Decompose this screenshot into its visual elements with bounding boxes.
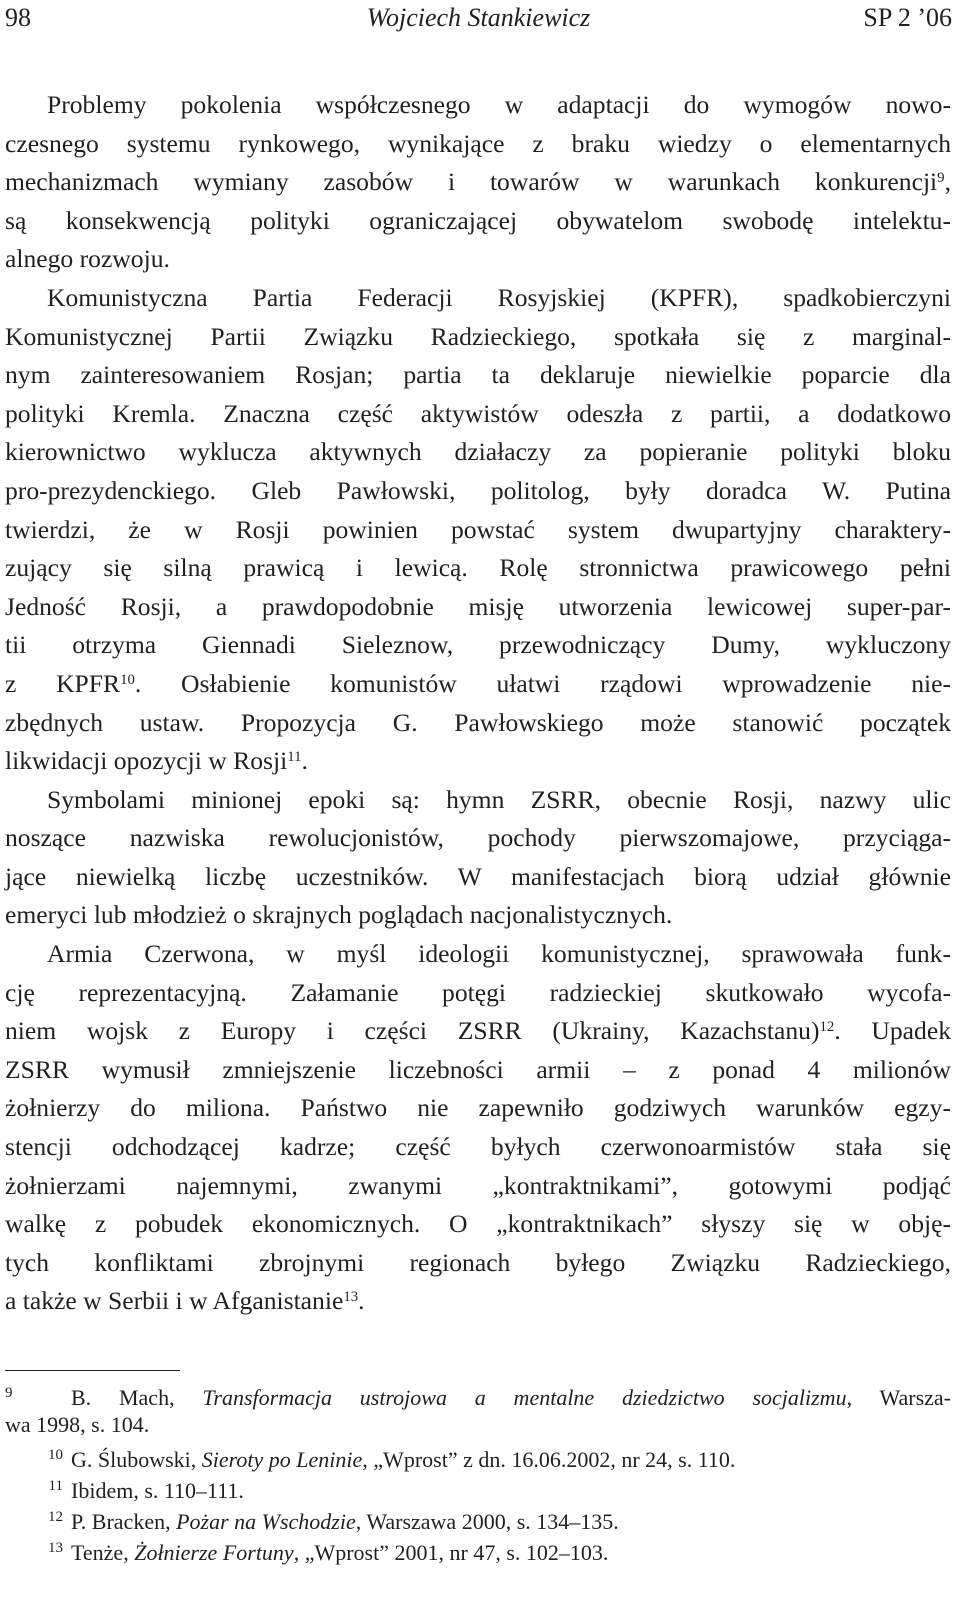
footnote-number: 13 [48,1540,63,1556]
text-line [5,665,951,704]
footnote-text-tail: , „Wprost” 2001, nr 47, s. 102–103. [293,1540,609,1565]
footnotes [5,1378,951,1564]
footnote-number: 11 [48,1478,63,1494]
text-line [5,433,951,472]
text-line [5,588,951,627]
footnote [5,1440,951,1471]
text-line [5,1051,951,1090]
footnote-title: Sieroty po Leninie [201,1447,363,1472]
footnote-title: Żołnierze Fortuny [134,1540,294,1565]
text-line-content: żołnierzami najemnymi, zwanymi „kontraktnikami”, gotowymi podjąć [5,1170,951,1200]
text-line-content: a także w Serbii i w Afganistanie [5,1286,344,1316]
text-line [5,1089,951,1128]
text-line-content: polityki Kremla. Znaczna część aktywistów odeszła z partii, a dodatkowo [5,398,951,428]
text-line [5,472,951,511]
text-line-content: zbędnych ustaw. Propozycja G. Pawłowskiego może stanowić początek [5,707,951,737]
text-line-content: kierownictwo wyklucza aktywnych działaczy za popieranie polityki bloku [5,437,951,467]
text-line [5,86,951,125]
text-line-content: Komunistyczna Partia Federacji Rosyjskiej (KPFR), spadkobierczyni [47,282,951,312]
text-line-tail: . Osłabienie komunistów ułatwi rządowi wprowadzenie nie- [134,668,951,698]
text-line-content: czesnego systemu rynkowego, wynikające z braku wiedzy o elementarnych [5,128,951,158]
text-line-content: tii otrzyma Giennadi Sieleznow, przewodniczący Dumy, wykluczony [5,630,951,660]
text-line [5,742,951,781]
footnote-reference: 13 [343,1289,359,1306]
footnote-text: Tenże, [71,1540,135,1565]
footnote-text: wa 1998, s. 104. [5,1412,150,1437]
text-line-content: stencji odchodzącej kadrze; część byłych czerwonoarmistów stała się [5,1132,951,1162]
text-line [5,1012,951,1051]
footnote-reference: 10 [120,671,135,688]
footnote-text: B. Mach, [71,1385,203,1410]
text-line-content: pro-prezydenckiego. Gleb Pawłowski, politolog, były doradca W. Putina [5,475,951,505]
text-line-tail: , [944,167,951,197]
text-line-tail: . Upadek [834,1016,951,1046]
footnote-number: 12 [48,1509,63,1525]
text-line-content: są konsekwencją polityki ograniczającej obywatelom swobodę intelektu- [5,205,951,235]
text-line [5,318,951,357]
text-line [5,704,951,743]
footnote-text-tail: , Warszawa 2000, s. 134–135. [355,1509,619,1534]
footnote-reference: 9 [937,170,945,187]
text-line-content: twierdzi, że w Rosji powinien powstać system dwupartyjny charaktery- [5,514,951,544]
text-line [5,356,951,395]
footnote-continuation [5,1409,951,1440]
text-line-content: Komunistycznej Partii Związku Radzieckiego, spotkała się z marginal- [5,321,951,351]
text-line [5,395,951,434]
text-line-content: Jedność Rosji, a prawdopodobnie misję utworzenia lewicowej super-par- [5,591,951,621]
text-line [5,1205,951,1244]
text-line-content: alnego rozwoju. [5,244,170,274]
text-line [5,781,951,820]
main-text [5,86,951,1321]
text-line [5,202,951,241]
text-line [5,279,951,318]
text-line [5,974,951,1013]
text-line [5,125,951,164]
text-line-content: Armia Czerwona, w myśl ideologii komunistycznej, sprawowała funk- [47,939,951,969]
text-line-content: żołnierzy do miliona. Państwo nie zapewniło godziwych warunków egzy- [5,1093,951,1123]
text-line-content: ZSRR wymusił zmniejszenie liczebności armii – z ponad 4 milionów [5,1054,951,1084]
text-line [5,1167,951,1206]
text-line [5,511,951,550]
text-line [5,935,951,974]
text-line-content: walkę z pobudek ekonomicznych. O „kontraktnikach” słyszy się w obję- [5,1209,951,1239]
footnote-number: 10 [48,1447,63,1463]
text-line-content: likwidacji opozycji w Rosji [5,746,288,776]
text-line-content: jące niewielką liczbę uczestników. W manifestacjach biorą udział głównie [5,861,951,891]
text-line [5,549,951,588]
running-head-author: Wojciech Stankiewicz [366,3,591,32]
footnote-text: P. Bracken, [71,1509,177,1534]
text-line [5,163,951,202]
text-line [5,1128,951,1167]
text-line-content: nym zainteresowaniem Rosjan; partia ta deklaruje niewielkie poparcie dla [5,360,951,390]
footnote-text-tail: , Warsza- [846,1385,951,1410]
text-line [5,1244,951,1283]
text-line [5,896,951,935]
text-line-content: noszące nazwiska rewolucjonistów, pochody pierwszomajowe, przyciąga- [5,823,951,853]
footnote-text-tail: , „Wprost” z dn. 16.06.2002, nr 24, s. 110. [362,1447,736,1472]
text-line-content: mechanizmach wymiany zasobów i towarów w warunkach konkurencji [5,167,938,197]
text-line [5,819,951,858]
footnote-title: Transformacja ustrojowa a mentalne dziedzictwo socjalizmu [202,1385,847,1410]
text-line [5,858,951,897]
footnote [5,1533,951,1564]
footnote-reference: 12 [819,1019,835,1036]
text-line-tail: . [301,746,308,776]
text-line-content: cję reprezentacyjną. Załamanie potęgi radzieckiej skutkowało wycofa- [5,977,951,1007]
running-head-journal: SP 2 ’06 [863,3,952,32]
footnote [5,1378,951,1409]
footnote-separator [5,1370,180,1371]
text-line-tail: . [358,1286,365,1316]
page-number: 98 [5,3,31,32]
text-line-content: Problemy pokolenia współczesnego w adaptacji do wymogów nowo- [47,90,951,119]
text-line-content: emeryci lub młodzież o skrajnych poglądach nacjonalistycznych. [5,900,673,930]
text-line [5,1282,951,1321]
text-line-content: niem wojsk z Europy i części ZSRR (Ukrainy, Kazachstanu) [5,1016,820,1046]
text-line [5,240,951,279]
text-line-content: Symbolami minionej epoki są: hymn ZSRR, obecnie Rosji, nazwy ulic [47,784,951,814]
text-line [5,626,951,665]
footnote-number: 9 [5,1385,13,1401]
footnote-text: Ibidem, s. 110–111. [71,1478,244,1503]
footnote [5,1471,951,1502]
footnote-text: G. Ślubowski, [71,1447,202,1472]
footnote-reference: 11 [287,748,302,765]
text-line-content: z KPFR [5,668,121,698]
footnote [5,1502,951,1533]
footnote-title: Pożar na Wschodzie [176,1509,356,1534]
running-header [5,3,952,43]
text-line-content: zujący się silną prawicą i lewicą. Rolę stronnictwa prawicowego pełni [5,553,951,583]
text-line-content: tych konfliktami zbrojnymi regionach byłego Związku Radzieckiego, [5,1247,951,1277]
